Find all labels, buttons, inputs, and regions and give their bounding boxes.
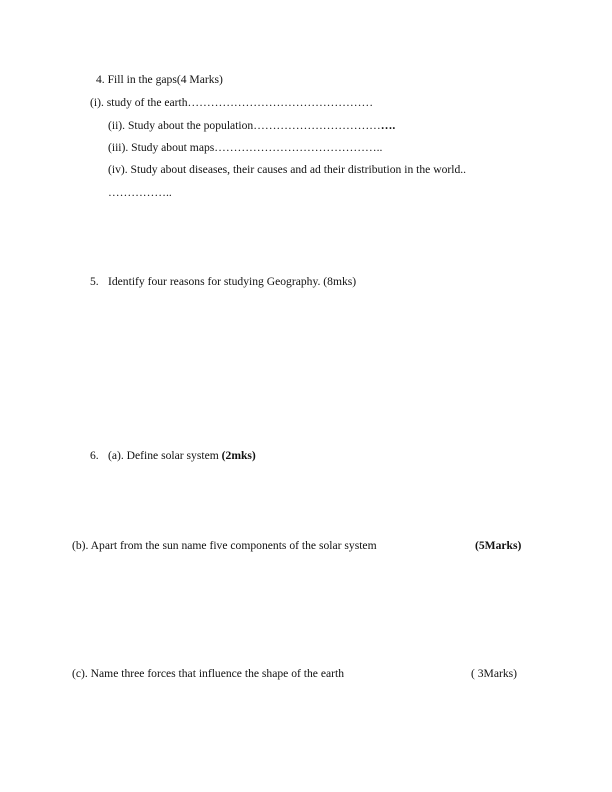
- q6a-marks: (2mks): [221, 449, 256, 462]
- q4-item-iii-text: (iii). Study about maps……………………………………..: [108, 141, 383, 154]
- q6b-marks: (5Marks): [475, 539, 522, 552]
- q4-title: 4. Fill in the gaps(4 Marks): [96, 73, 223, 86]
- q4-item-ii-text: (ii). Study about the population……………………………: [108, 119, 381, 132]
- q6c-marks: ( 3Marks): [471, 667, 518, 680]
- q6a-text: (a). Define solar system: [108, 449, 222, 462]
- q4-continuation-dots: ……………..: [108, 186, 172, 199]
- q4-item-i: [90, 96, 373, 109]
- q4-item-iv: [108, 163, 466, 176]
- q6-number: 6.: [90, 449, 99, 462]
- q5-number: 5.: [90, 275, 99, 288]
- q6a-question: [90, 449, 256, 462]
- q4-item-iv-text: (iv). Study about diseases, their causes and ad their distribution in the world..: [108, 163, 467, 176]
- q6b-question: (b). Apart from the sun name five components of the solar system: [72, 539, 377, 552]
- q5-question: [90, 275, 356, 288]
- q4-item-i-text: (i). study of the earth…………………………………………: [90, 96, 374, 109]
- q4-item-ii-dots-bold: ….: [380, 119, 396, 132]
- q4-item-iii: [108, 141, 382, 154]
- q4-item-ii: [108, 119, 395, 132]
- q5-text: Identify four reasons for studying Geography. (8mks): [108, 275, 357, 288]
- q6c-question: (c). Name three forces that influence the shape of the earth: [72, 667, 344, 680]
